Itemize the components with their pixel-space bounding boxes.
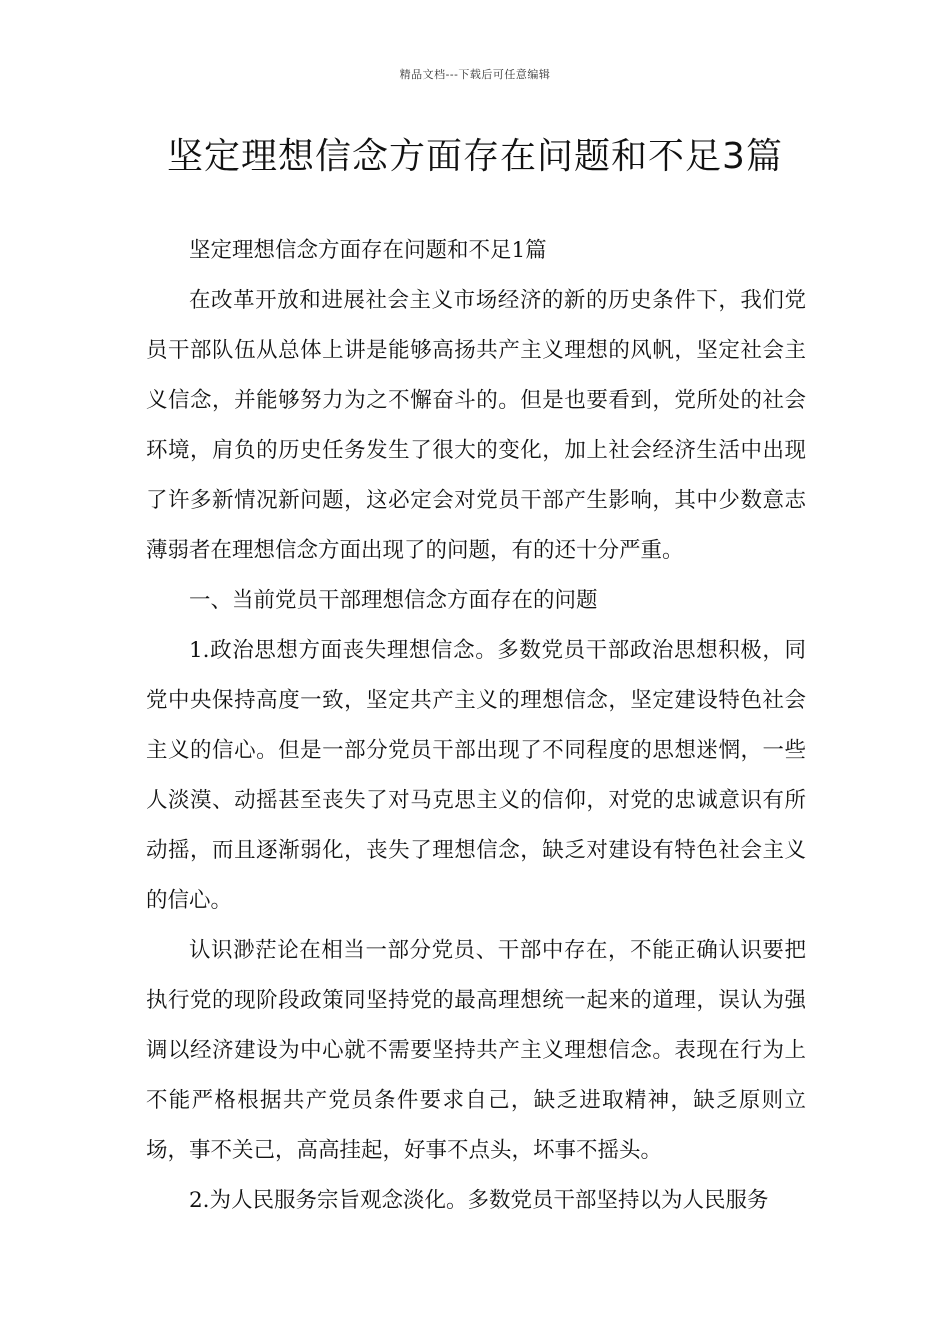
- document-body: [146, 226, 806, 1226]
- document-title: 坚定理想信念方面存在问题和不足3篇: [167, 136, 783, 177]
- paragraph-intro: 在改革开放和进展社会主义市场经济的新的历史条件下，我们党员干部队伍从总体上讲是能够高扬共产主义理想的风帆，坚定社会主义信念，并能够努力为之不懈奋斗的。但是也要看到，党所处的社会环境，肩负的历史任务发生了很大的变化，加上社会经济生活中出现了许多新情况新问题，这必定会对党员干部产生影响，其中少数意志薄弱者在理想信念方面出现了的问题，有的还十分严重。: [146, 288, 806, 563]
- section-heading-1: 坚定理想信念方面存在问题和不足1篇: [189, 238, 547, 263]
- header-note: 精品文档---下载后可任意编辑: [399, 68, 551, 81]
- paragraph-point-2: 2.为人民服务宗旨观念淡化。多数党员干部坚持以为人民服务: [189, 1188, 769, 1213]
- paragraph-point-1-cont: 认识渺茫论在相当一部分党员、干部中存在，不能正确认识要把执行党的现阶段政策同坚持党的最高理想统一起来的道理，误认为强调以经济建设为中心就不需要坚持共产主义理想信念。表现在行为上不能严格根据共产党员条件要求自己，缺乏进取精神，缺乏原则立场，事不关己，高高挂起，好事不点头，坏事不摇头。: [146, 938, 806, 1163]
- paragraph-point-1: 1.政治思想方面丧失理想信念。多数党员干部政治思想积极，同党中央保持高度一致，坚定共产主义的理想信念，坚定建设特色社会主义的信心。但是一部分党员干部出现了不同程度的思想迷惘，一些人淡漠、动摇甚至丧失了对马克思主义的信仰，对党的忠诚意识有所动摇，而且逐渐弱化，丧失了理想信念，缺乏对建设有特色社会主义的信心。: [146, 638, 806, 913]
- section-heading-problems: 一、当前党员干部理想信念方面存在的问题: [189, 588, 598, 613]
